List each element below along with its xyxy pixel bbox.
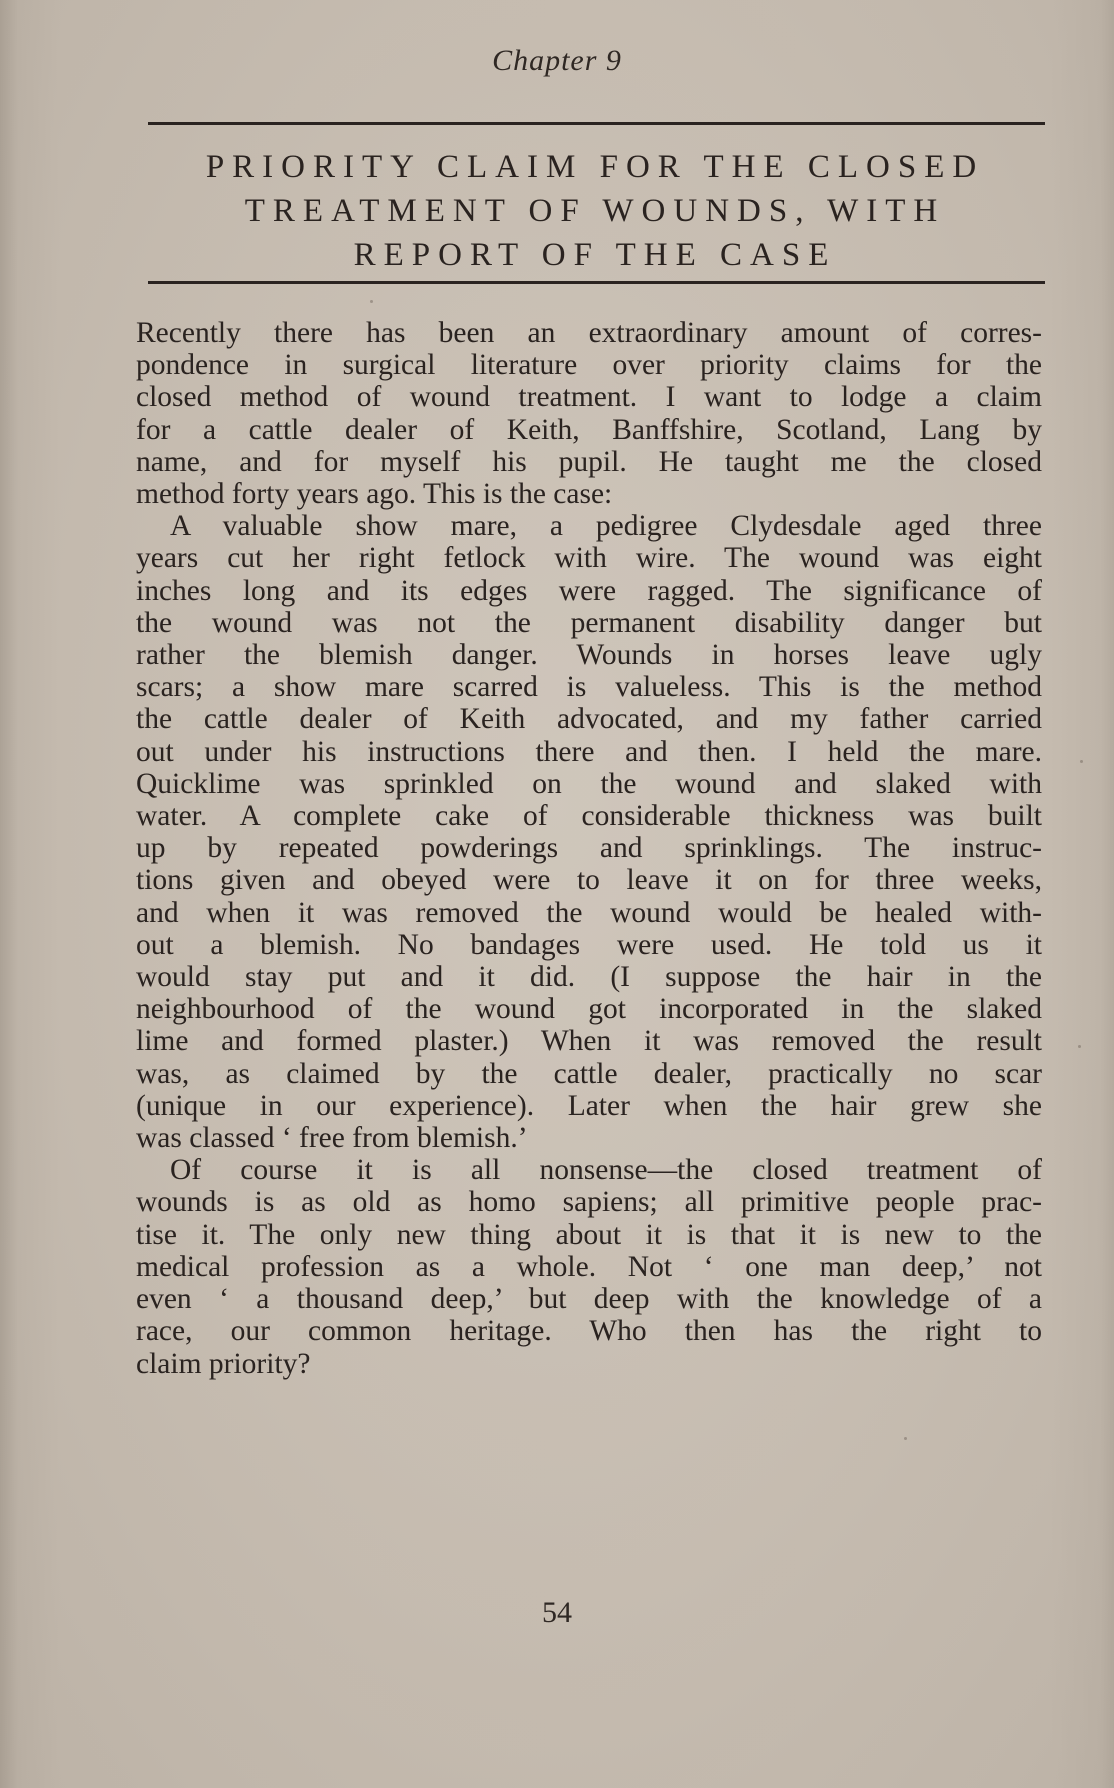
text-line: out under his instructions there and then. I held the mare. (136, 735, 1042, 768)
text-line: tise it. The only new thing about it is that it is new to the (136, 1218, 1042, 1251)
text-line: tions given and obeyed were to leave it on for three weeks, (136, 864, 1042, 897)
chapter-title (140, 145, 1050, 277)
paper-speck (904, 1437, 907, 1440)
text-line: years cut her right fetlock with wire. The wound was eight (136, 542, 1042, 575)
text-line: was, as claimed by the cattle dealer, practically no scar (136, 1057, 1042, 1090)
text-line: race, our common heritage. Who then has the right to (136, 1315, 1042, 1348)
top-rule (148, 122, 1045, 125)
page-number: 54 (542, 1596, 572, 1629)
paper-speck (1078, 1045, 1081, 1048)
title-line: TREATMENT OF WOUNDS, WITH (244, 193, 946, 229)
text-line: inches long and its edges were ragged. The significance of (136, 574, 1042, 607)
paper-speck (370, 300, 373, 303)
text-line: the wound was not the permanent disability danger but (136, 606, 1042, 639)
text-line: for a cattle dealer of Keith, Banffshire, Scotland, Lang by (136, 413, 1042, 446)
text-line: (unique in our experience). Later when the hair grew she (136, 1089, 1042, 1122)
text-line: wounds is as old as homo sapiens; all primitive people prac- (136, 1186, 1042, 1219)
text-line: lime and formed plaster.) When it was removed the result (136, 1025, 1042, 1058)
text-line: Recently there has been an extraordinary amount of corres- (136, 317, 1042, 349)
bottom-rule (148, 281, 1045, 284)
text-line: A valuable show mare, a pedigree Clydesdale aged three (170, 510, 1042, 543)
paper-speck (1080, 760, 1083, 763)
text-line: would stay put and it did. (I suppose the hair in the (136, 961, 1042, 994)
text-line: Of course it is all nonsense—the closed treatment of (170, 1154, 1042, 1187)
text-line: medical profession as a whole. Not ‘ one man deep,’ not (136, 1250, 1042, 1283)
text-line: neighbourhood of the wound got incorporated in the slaked (136, 993, 1042, 1026)
body-text (136, 317, 1042, 1380)
text-line: rather the blemish danger. Wounds in horses leave ugly (136, 639, 1042, 672)
text-line: pondence in surgical literature over priority claims for the (136, 349, 1042, 382)
title-line: REPORT OF THE CASE (353, 237, 837, 273)
chapter-heading: Chapter 9 (492, 44, 622, 77)
text-line: method forty years ago. This is the case: (136, 478, 613, 511)
text-line: was classed ‘ free from blemish.’ (136, 1122, 528, 1155)
text-line: Quicklime was sprinkled on the wound and slaked with (136, 767, 1042, 800)
text-line: closed method of wound treatment. I want to lodge a claim (136, 381, 1042, 414)
text-line: the cattle dealer of Keith advocated, and my father carried (136, 703, 1042, 736)
text-line: and when it was removed the wound would be healed with- (136, 896, 1042, 929)
text-line: up by repeated powderings and sprinklings. The instruc- (136, 832, 1042, 865)
text-line: name, and for myself his pupil. He taught me the closed (136, 445, 1042, 478)
text-line: out a blemish. No bandages were used. He told us it (136, 928, 1042, 961)
title-line: PRIORITY CLAIM FOR THE CLOSED (205, 149, 985, 185)
text-line: scars; a show mare scarred is valueless. This is the method (136, 671, 1042, 704)
text-line: even ‘ a thousand deep,’ but deep with the knowledge of a (136, 1283, 1042, 1316)
text-line: water. A complete cake of considerable thickness was built (136, 800, 1042, 833)
text-line: claim priority? (136, 1347, 311, 1380)
